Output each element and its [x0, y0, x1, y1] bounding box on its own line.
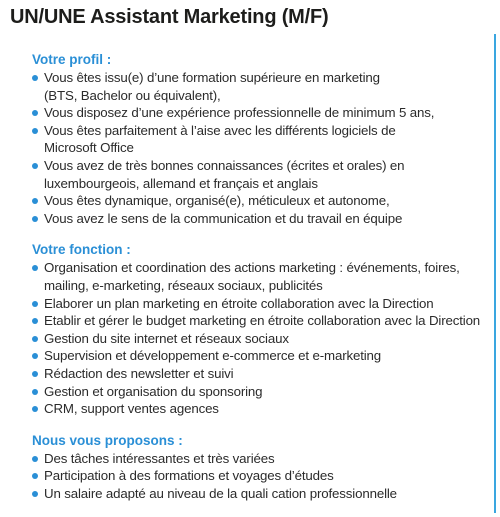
- list-item: [32, 312, 492, 330]
- bullet-icon: [32, 198, 38, 204]
- section-profil: [32, 52, 492, 227]
- list-item-text: Vous avez le sens de la communication et du travail en équipe: [44, 210, 403, 226]
- list-item-text: CRM, support ventes agences: [44, 401, 219, 417]
- list-profil: [32, 69, 492, 227]
- list-item-text: Vous disposez d’une expérience professionnelle de minimum 5 ans,: [44, 105, 435, 121]
- section-heading-profil: Votre profil :: [32, 52, 112, 67]
- bullet-icon: [32, 406, 38, 412]
- section-heading-proposons: Nous vous proposons :: [32, 432, 183, 448]
- list-item-text: Supervision et développement e-commerce et e-marketing: [44, 348, 382, 364]
- list-item: [32, 347, 492, 365]
- list-item: [32, 450, 492, 468]
- list-item: [32, 295, 492, 313]
- section-fonction: [32, 242, 492, 417]
- list-item-text: Vous avez de très bonnes connaissances (écrites et orales) en: [44, 157, 405, 173]
- list-item-text: Gestion et organisation du sponsoring: [44, 383, 263, 399]
- bullet-icon: [32, 491, 38, 497]
- list-item-text: Gestion du site internet et réseaux sociaux: [44, 330, 289, 346]
- list-item-text: Vous êtes dynamique, organisé(e), méticuleux et autonome,: [44, 193, 390, 209]
- list-item-text: Microsoft Office: [44, 140, 134, 156]
- bullet-icon: [32, 336, 38, 342]
- list-item: [32, 104, 492, 122]
- list-item: [32, 122, 492, 157]
- bullet-icon: [32, 128, 38, 134]
- list-item-text: Elaborer un plan marketing en étroite collaboration avec la Direction: [44, 295, 434, 311]
- accent-border: [494, 34, 496, 513]
- list-item: [32, 157, 492, 192]
- bullet-icon: [32, 163, 38, 169]
- list-item: [32, 192, 492, 210]
- list-item: [32, 383, 492, 401]
- bullet-icon: [32, 353, 38, 359]
- bullet-icon: [32, 216, 38, 222]
- page-title: UN/UNE Assistant Marketing (M/F): [10, 6, 329, 28]
- list-item: [32, 330, 492, 348]
- bullet-icon: [32, 389, 38, 395]
- list-proposons: [32, 450, 492, 503]
- list-item-text: Organisation et coordination des actions marketing : événements, foires,: [44, 260, 460, 276]
- list-item: [32, 69, 492, 104]
- list-item-text: Des tâches intéressantes et très variées: [44, 450, 275, 466]
- list-item-text: Participation à des formations et voyages d’études: [44, 468, 334, 484]
- list-item: [32, 467, 492, 485]
- list-item-text: mailing, e-marketing, réseaux sociaux, publicités: [44, 277, 323, 293]
- list-item-text: Etablir et gérer le budget marketing en étroite collaboration avec la Direction: [44, 313, 481, 329]
- list-item-text: Un salaire adapté au niveau de la quali cation professionnelle: [44, 485, 397, 501]
- bullet-icon: [32, 301, 38, 307]
- bullet-icon: [32, 473, 38, 479]
- list-fonction: [32, 259, 492, 417]
- list-item-text: Rédaction des newsletter et suivi: [44, 365, 234, 381]
- job-description: [32, 52, 492, 517]
- list-item: [32, 365, 492, 383]
- list-item: [32, 400, 492, 418]
- bullet-icon: [32, 110, 38, 116]
- list-item-text: luxembourgeois, allemand et français et anglais: [44, 175, 318, 191]
- section-proposons: [32, 433, 492, 503]
- bullet-icon: [32, 371, 38, 377]
- bullet-icon: [32, 75, 38, 81]
- list-item: [32, 210, 492, 228]
- bullet-icon: [32, 318, 38, 324]
- list-item: [32, 259, 492, 294]
- list-item-text: (BTS, Bachelor ou équivalent),: [44, 87, 221, 103]
- list-item-text: Vous êtes parfaitement à l’aise avec les différents logiciels de: [44, 122, 396, 138]
- section-heading-fonction: Votre fonction :: [32, 242, 131, 258]
- list-item-text: Vous êtes issu(e) d’une formation supérieure en marketing: [44, 70, 380, 85]
- list-item: [32, 485, 492, 503]
- bullet-icon: [32, 456, 38, 462]
- bullet-icon: [32, 265, 38, 271]
